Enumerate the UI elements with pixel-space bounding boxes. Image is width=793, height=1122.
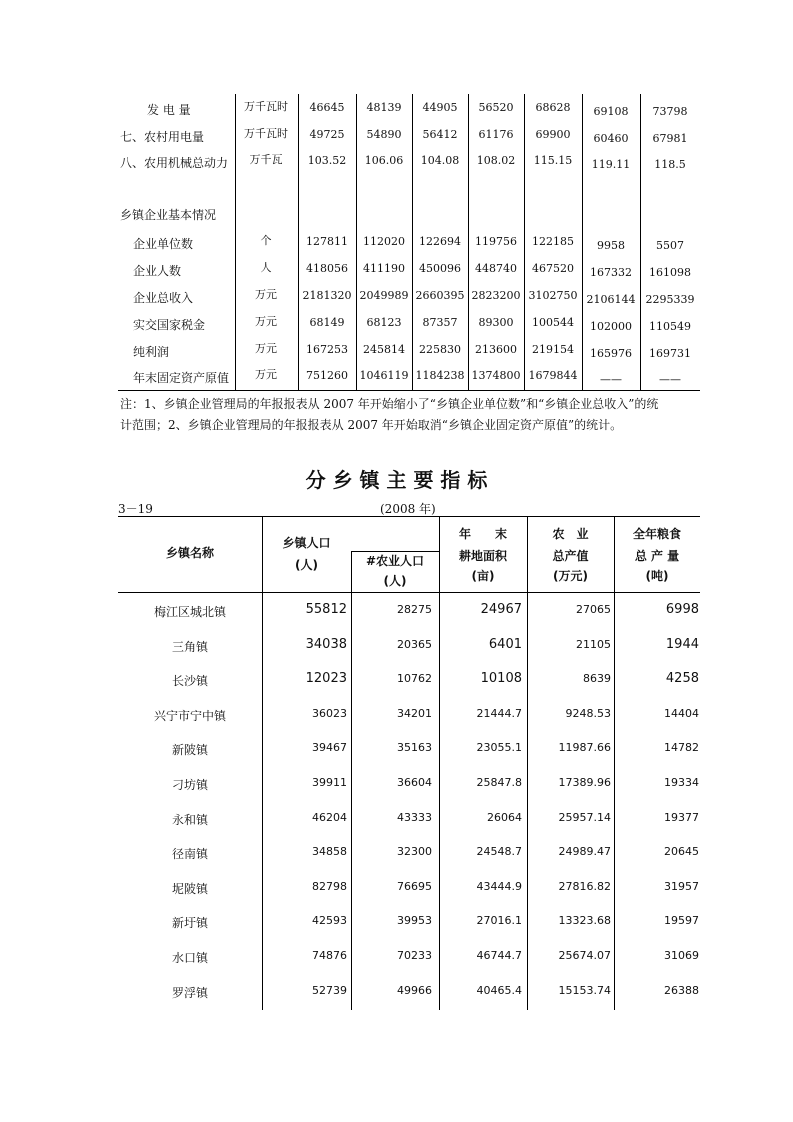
table-year: (2008 年) (380, 502, 436, 516)
table1-cell: 167332 (590, 266, 632, 279)
table-number: 3－19 (118, 502, 153, 516)
table2-cell-output: 9248.53 (565, 707, 611, 720)
table2-cell-land: 27016.1 (476, 914, 522, 927)
table1-cell: 169731 (649, 347, 691, 360)
table1-cell: 245814 (363, 343, 405, 356)
table1-row-unit: 万千瓦时 (244, 100, 288, 113)
town-name: 长沙镇 (171, 674, 208, 688)
header-grain-1: 全年粮食 (632, 527, 681, 541)
table1-cell: 3102750 (528, 289, 578, 302)
town-name: 新圩镇 (171, 916, 208, 930)
table2-cell-grain: 14404 (664, 707, 699, 720)
table1-cell: 165976 (590, 347, 632, 360)
header-land-3: (亩) (471, 569, 495, 583)
table1-row-unit: 万元 (255, 342, 277, 355)
table2-cell-grain: 4258 (665, 671, 699, 686)
table1-cell: 1184238 (415, 369, 465, 382)
table2-cell-pop: 12023 (305, 671, 347, 686)
table2-cell-pop: 42593 (312, 914, 347, 927)
table1-cell: 100544 (532, 316, 574, 329)
table1-cell: 450096 (419, 262, 461, 275)
table2-cell-output: 21105 (576, 638, 611, 651)
table1-cell: 87357 (422, 316, 458, 329)
note-line-2: 计范围；2、乡镇企业管理局的年报报表从 2007 年开始取消“乡镇企业固定资产原值”的统计。 (120, 418, 623, 432)
table2-cell-agri: 36604 (397, 776, 432, 789)
table2-cell-output: 11987.66 (558, 741, 611, 754)
table1-row-label: 年末固定资产原值 (133, 371, 230, 385)
note-line-1: 注：1、乡镇企业管理局的年报报表从 2007 年开始缩小了“乡镇企业单位数”和“乡镇企业总收入”的统 (120, 397, 659, 411)
table1-cell: 56412 (422, 128, 458, 141)
table1-row-unit: 人 (260, 261, 272, 274)
table1-cell: 127811 (306, 235, 348, 248)
table2-cell-pop: 34858 (312, 845, 347, 858)
table1-cell: 68628 (535, 101, 571, 114)
table2-cell-grain: 31957 (664, 880, 699, 893)
table2-cell-pop: 39467 (312, 741, 347, 754)
table2-cell-grain: 26388 (664, 984, 699, 997)
table2-cell-land: 25847.8 (476, 776, 522, 789)
header-grain-3: (吨) (645, 569, 669, 583)
header-population-unit: (人) (295, 558, 318, 572)
header-town: 乡镇名称 (165, 546, 214, 560)
table2-cell-pop: 55812 (305, 602, 347, 617)
table1-cell: 2660395 (415, 289, 465, 302)
table2-cell-land: 24967 (480, 602, 522, 617)
header-output-1: 农 业 (552, 527, 589, 541)
table1-cell: 89300 (478, 316, 514, 329)
table1-cell: 1679844 (528, 369, 578, 382)
town-name: 坭陂镇 (171, 882, 208, 896)
table1-row-unit: 万元 (255, 288, 277, 301)
table1-cell: 68123 (366, 316, 402, 329)
table2-cell-pop: 34038 (305, 637, 347, 652)
header-population: 乡镇人口 (282, 536, 331, 550)
table1-cell: 751260 (306, 369, 348, 382)
town-name: 永和镇 (171, 813, 208, 827)
table1-cell: 448740 (475, 262, 517, 275)
table1-cell: 112020 (363, 235, 405, 248)
table1-cell: 2181320 (302, 289, 352, 302)
table1-cell: 106.06 (364, 154, 404, 167)
table1-cell: 119756 (475, 235, 517, 248)
town-name: 径南镇 (171, 847, 208, 861)
table2-cell-output: 24989.47 (558, 845, 611, 858)
table2-cell-output: 25957.14 (558, 811, 611, 824)
table2-cell-land: 21444.7 (476, 707, 522, 720)
table2-cell-pop: 36023 (312, 707, 347, 720)
table1-cell: 5507 (656, 239, 684, 252)
table2-cell-agri: 20365 (397, 638, 432, 651)
town-name: 新陂镇 (171, 743, 208, 757)
table1-row-unit: 个 (260, 234, 272, 247)
town-name: 三角镇 (171, 640, 208, 654)
town-name: 兴宁市宁中镇 (153, 709, 226, 723)
table2-cell-output: 27816.82 (558, 880, 611, 893)
table2-cell-land: 46744.7 (476, 949, 522, 962)
table1-row-unit: 万千瓦 (249, 153, 283, 166)
table1-cell: 1046119 (359, 369, 409, 382)
table2-cell-agri: 49966 (397, 984, 432, 997)
table1-row-unit: 万元 (255, 315, 277, 328)
table1-cell: 68149 (309, 316, 345, 329)
table2-cell-land: 23055.1 (476, 741, 522, 754)
table1-row-label: 七、农村用电量 (120, 130, 205, 144)
table2-cell-agri: 39953 (397, 914, 432, 927)
table1-cell: —— (659, 373, 681, 386)
table1-cell: 225830 (419, 343, 461, 356)
table1-cell: 411190 (363, 262, 405, 275)
header-output-2: 总产值 (552, 549, 589, 563)
table1-cell: 73798 (652, 105, 688, 118)
table1-row-label: 企业总收入 (133, 291, 194, 305)
table2-cell-pop: 74876 (312, 949, 347, 962)
table2-cell-agri: 35163 (397, 741, 432, 754)
town-name: 梅江区城北镇 (153, 605, 226, 619)
table2-cell-agri: 76695 (397, 880, 432, 893)
table1-cell: 54890 (366, 128, 402, 141)
table2-cell-output: 27065 (576, 603, 611, 616)
table2-cell-pop: 82798 (312, 880, 347, 893)
table1-cell: 102000 (590, 320, 632, 333)
table2-cell-land: 10108 (480, 671, 522, 686)
table2-cell-grain: 19597 (664, 914, 699, 927)
table1-row-label: 八、农用机械总动力 (120, 156, 229, 170)
table2-cell-agri: 34201 (397, 707, 432, 720)
table2-cell-land: 43444.9 (476, 880, 522, 893)
table1-row-unit: 万千瓦时 (244, 127, 288, 140)
table1-row-unit: 万元 (255, 368, 277, 381)
table2-cell-pop: 52739 (312, 984, 347, 997)
table2-cell-grain: 1944 (665, 637, 699, 652)
table2-cell-agri: 28275 (397, 603, 432, 616)
table2-cell-output: 25674.07 (558, 949, 611, 962)
table2-cell-output: 13323.68 (558, 914, 611, 927)
table1-row-label: 乡镇企业基本情况 (120, 208, 217, 222)
table2-cell-grain: 20645 (664, 845, 699, 858)
table1-cell: 122185 (532, 235, 574, 248)
table2-cell-land: 26064 (487, 811, 522, 824)
table2-cell-land: 6401 (488, 637, 522, 652)
table1-cell: 118.5 (654, 158, 686, 171)
table1-cell: 418056 (306, 262, 348, 275)
table2-cell-output: 17389.96 (558, 776, 611, 789)
table2-cell-pop: 46204 (312, 811, 347, 824)
table1-cell: 122694 (419, 235, 461, 248)
table2-cell-output: 15153.74 (558, 984, 611, 997)
table2-cell-agri: 32300 (397, 845, 432, 858)
table1-row-label: 发 电 量 (147, 103, 191, 117)
table1-cell: 1374800 (471, 369, 521, 382)
table2-cell-pop: 39911 (312, 776, 347, 789)
table2-cell-agri: 70233 (397, 949, 432, 962)
table1-cell: 213600 (475, 343, 517, 356)
header-agri-population-unit: (人) (383, 574, 407, 588)
table1-row-label: 实交国家税金 (133, 318, 206, 332)
table1-cell: 219154 (532, 343, 574, 356)
table1-row-label: 企业人数 (133, 264, 182, 278)
header-land-2: 耕地面积 (458, 549, 507, 563)
table1-cell: 69108 (593, 105, 629, 118)
table1-cell: 104.08 (420, 154, 460, 167)
table1-cell: 103.52 (307, 154, 347, 167)
town-name: 刁坊镇 (171, 778, 208, 792)
table1-cell: 161098 (649, 266, 691, 279)
table1-cell: 46645 (309, 101, 345, 114)
header-grain-2: 总 产 量 (634, 549, 680, 563)
table1-cell: 115.15 (533, 154, 573, 167)
table1-cell: 69900 (535, 128, 571, 141)
table1-cell: 108.02 (476, 154, 516, 167)
header-land-1: 年 末 (458, 527, 507, 541)
table1-cell: 167253 (306, 343, 348, 356)
table2-cell-output: 8639 (583, 672, 611, 685)
table1-row-label: 纯利润 (133, 345, 170, 359)
table1-row-label: 企业单位数 (133, 237, 194, 251)
table1-cell: 9958 (597, 239, 625, 252)
table1-cell: 2295339 (645, 293, 695, 306)
table2-cell-agri: 43333 (397, 811, 432, 824)
table1-cell: 48139 (366, 101, 402, 114)
table1-cell: 2049989 (359, 289, 409, 302)
table1-cell: 60460 (593, 132, 629, 145)
section-title: 分 乡 镇 主 要 指 标 (305, 468, 488, 492)
table1-cell: 2106144 (586, 293, 636, 306)
table2-cell-agri: 10762 (397, 672, 432, 685)
table1-cell: 110549 (649, 320, 691, 333)
town-name: 水口镇 (171, 951, 208, 965)
table1-cell: 61176 (478, 128, 514, 141)
table1-cell: 49725 (309, 128, 345, 141)
table1-cell: 119.11 (591, 158, 631, 171)
table1-cell: 56520 (478, 101, 514, 114)
table1-cell: 44905 (422, 101, 458, 114)
table1-cell: —— (600, 373, 622, 386)
table2-cell-land: 24548.7 (476, 845, 522, 858)
table1-cell: 467520 (532, 262, 574, 275)
header-output-3: (万元) (553, 569, 588, 583)
town-name: 罗浮镇 (171, 986, 208, 1000)
header-agri-population: #农业人口 (365, 554, 425, 568)
table2-cell-land: 40465.4 (476, 984, 522, 997)
table2-cell-grain: 14782 (664, 741, 699, 754)
table2-cell-grain: 19377 (664, 811, 699, 824)
table2-cell-grain: 6998 (665, 602, 699, 617)
table1-cell: 2823200 (471, 289, 521, 302)
table2-cell-grain: 19334 (664, 776, 699, 789)
table1-cell: 67981 (652, 132, 688, 145)
table2-cell-grain: 31069 (664, 949, 699, 962)
